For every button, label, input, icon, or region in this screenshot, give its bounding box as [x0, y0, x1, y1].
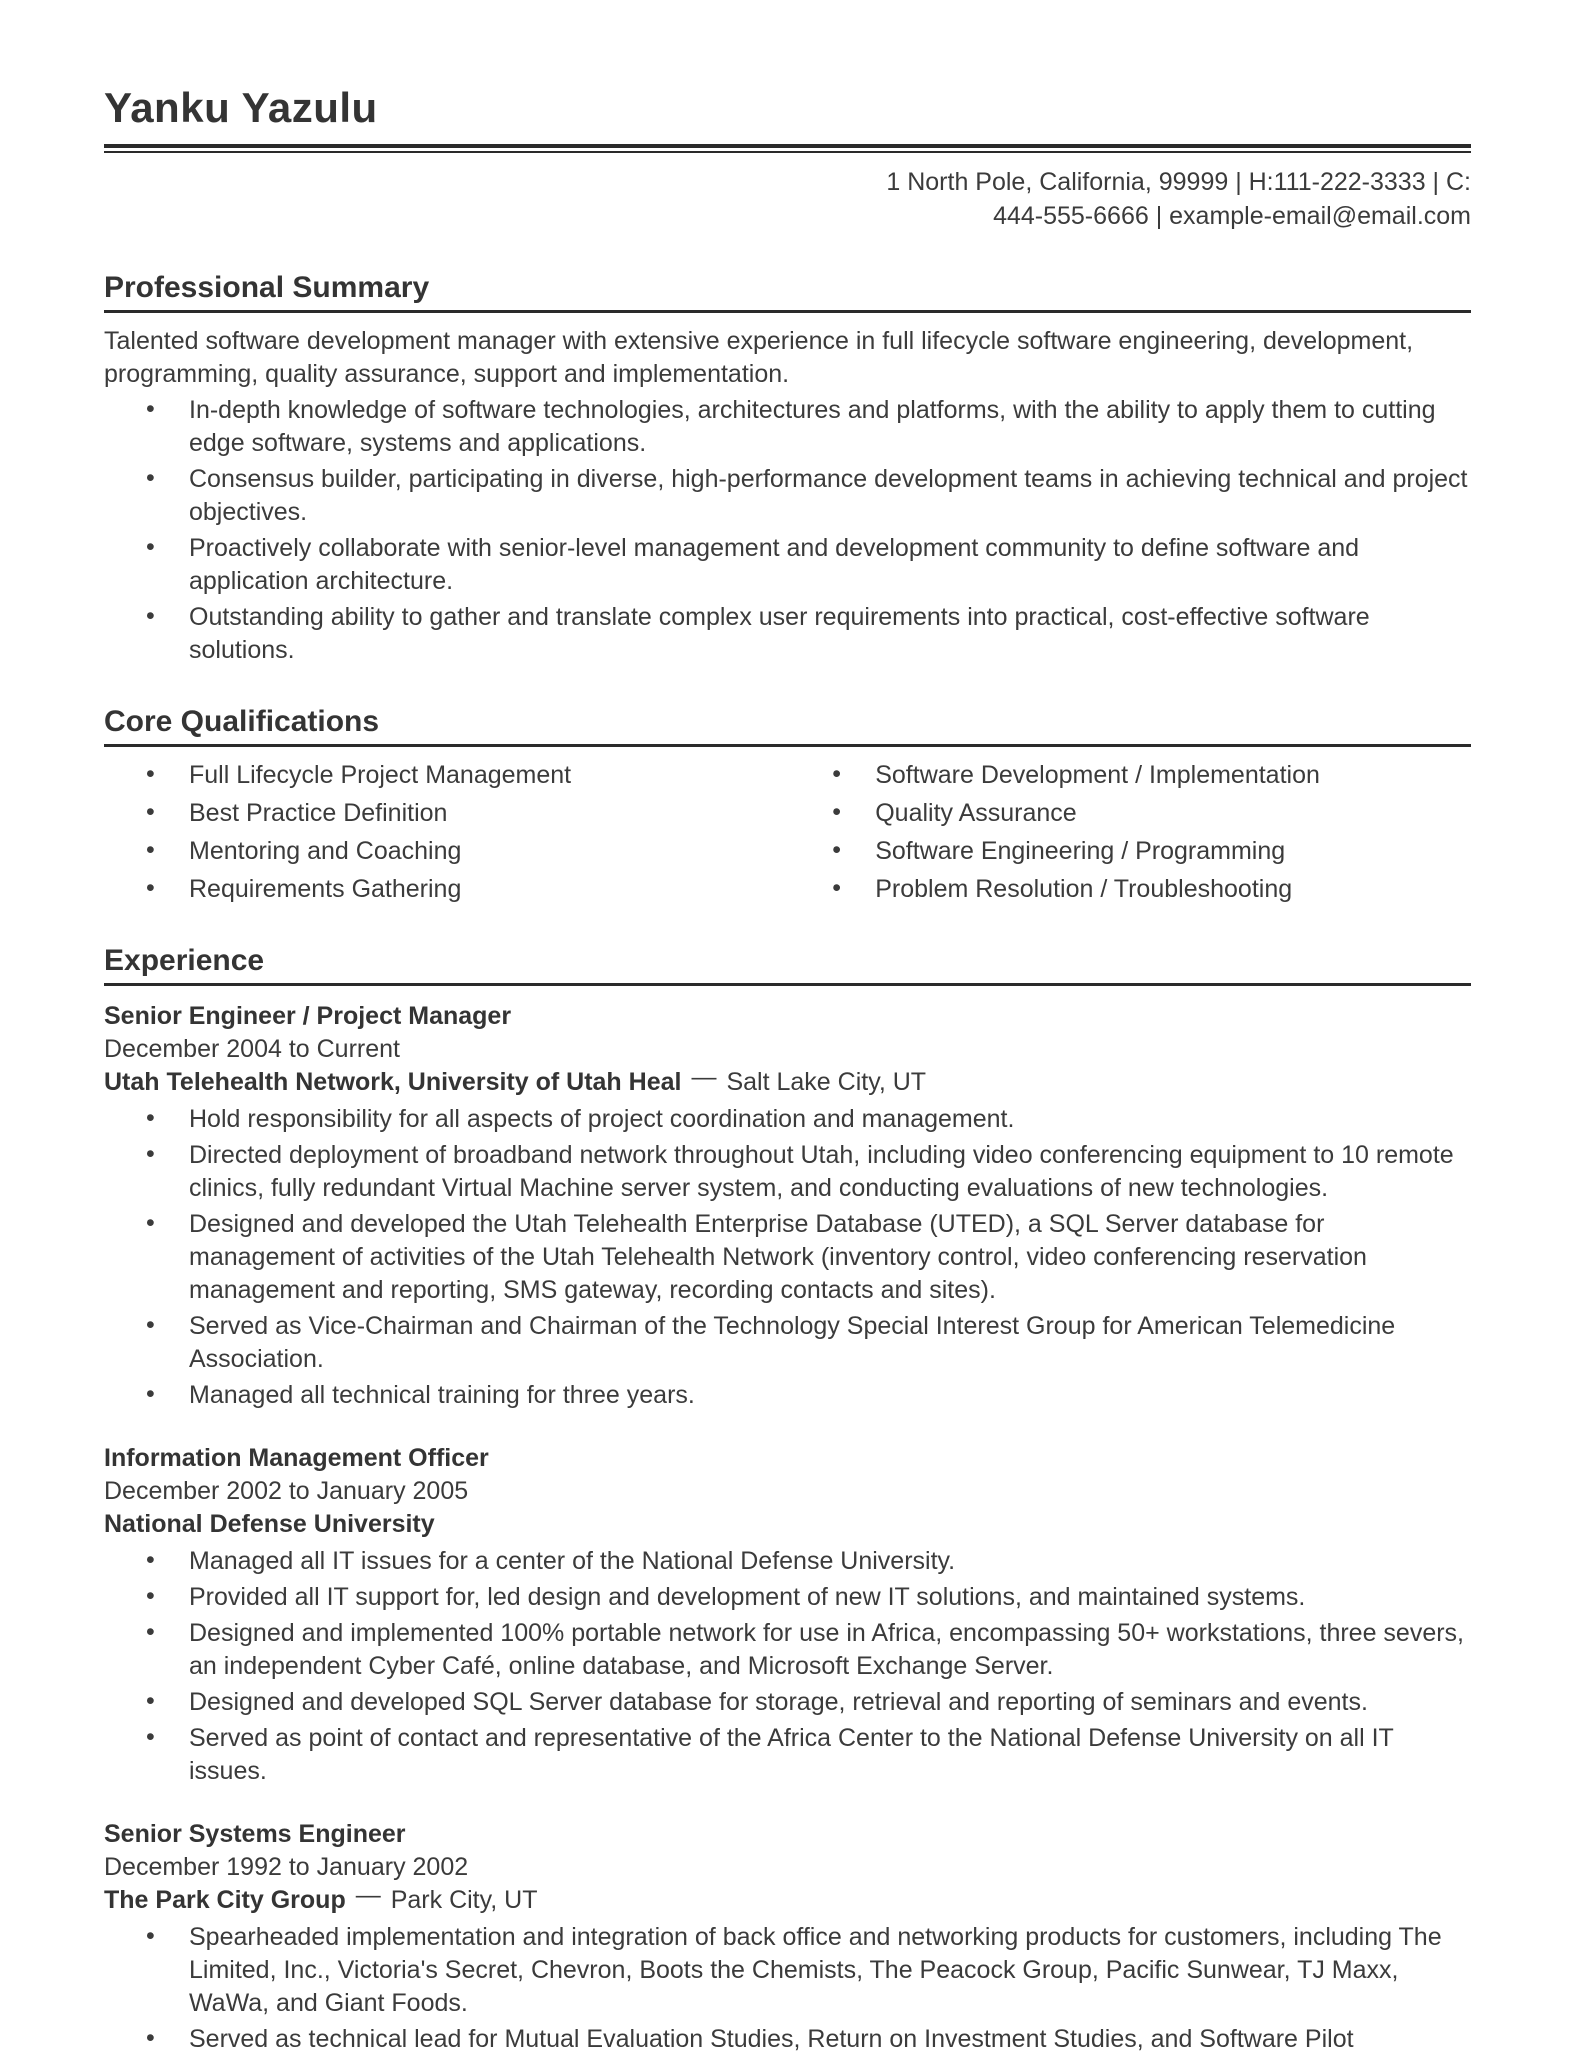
resume-header [104, 84, 1471, 233]
summary-bullet: • Proactively collaborate with senior-level management and development community to define software and application architecture. [104, 532, 1471, 598]
qualification-item: • Mentoring and Coaching [104, 835, 790, 868]
job-bullet-list [104, 1103, 1471, 1412]
job-title: Senior Systems Engineer [104, 1820, 406, 1848]
summary-intro: Talented software development manager with extensive experience in full lifecycle software engineering, development, programming, quality assurance, support and implementation. [104, 327, 1414, 388]
job-title: Senior Engineer / Project Manager [104, 1002, 512, 1030]
job-bullet: • Served as technical lead for Mutual Evaluation Studies, Return on Investment Studies, and Software Pilot [104, 2023, 1471, 2056]
qualification-item: • Best Practice Definition [104, 797, 790, 830]
candidate-name: Yanku Yazulu [104, 84, 378, 131]
qualifications-columns [104, 759, 1471, 906]
job-bullet: • Designed and developed the Utah Telehealth Enterprise Database (UTED), a SQL Server database for management of activities of the Utah Telehealth Network (inventory control, video conferencing reservation management and reporting, SMS gateway, recording contacts and sites). [104, 1208, 1471, 1307]
job-bullet: • Directed deployment of broadband network throughout Utah, including video conferencing equipment to 10 remote clinics, fully redundant Virtual Machine server system, and conducting evaluations of new technologies. [104, 1139, 1471, 1205]
job-bullet: • Hold responsibility for all aspects of project coordination and management. [104, 1103, 1471, 1136]
job-bullet: • Served as Vice-Chairman and Chairman of the Technology Special Interest Group for American Telemedicine Association. [104, 1310, 1471, 1376]
company-location: Salt Lake City, UT [726, 1068, 927, 1096]
contact-line-1: 1 North Pole, California, 99999 | H:111-222-3333 | C: [886, 168, 1471, 196]
job-title: Information Management Officer [104, 1444, 489, 1472]
experience-job [104, 1818, 1471, 2056]
contact-line-2: 444-555-6666 | example-email@email.com [993, 202, 1471, 230]
header-double-rule [104, 144, 1471, 153]
section-core-qualifications [104, 705, 1471, 906]
company-name: Utah Telehealth Network, University of Utah Heal [104, 1068, 682, 1096]
qualifications-column-left [104, 759, 790, 906]
job-company-line [104, 1063, 1471, 1099]
job-dates: December 1992 to January 2002 [104, 1853, 469, 1881]
qualification-item: • Problem Resolution / Troubleshooting [790, 873, 1471, 906]
company-name: National Defense University [104, 1510, 435, 1538]
job-bullet: • Designed and implemented 100% portable network for use in Africa, encompassing 50+ workstations, three severs, an independent Cyber Café, online database, and Microsoft Exchange Server. [104, 1617, 1471, 1683]
experience-jobs [104, 1000, 1471, 2056]
job-bullet-list [104, 1545, 1471, 1788]
qualification-item: • Quality Assurance [790, 797, 1471, 830]
section-professional-summary [104, 271, 1471, 667]
qualification-item: • Full Lifecycle Project Management [104, 759, 790, 792]
section-heading-professional-summary: Professional Summary [104, 271, 1471, 313]
company-location-dash: — [355, 1881, 381, 1909]
section-heading-experience: Experience [104, 944, 1471, 986]
section-heading-core-qualifications: Core Qualifications [104, 705, 1471, 747]
section-experience [104, 944, 1471, 2056]
job-bullet: • Spearheaded implementation and integration of back office and networking products for customers, including The Limited, Inc., Victoria's Secret, Chevron, Boots the Chemists, The Peacock Group, Pacific Sunwear, TJ Maxx, WaWa, and Giant Foods. [104, 1921, 1471, 2020]
qualification-item: • Requirements Gathering [104, 873, 790, 906]
job-bullet: • Managed all IT issues for a center of the National Defense University. [104, 1545, 1471, 1578]
summary-bullet: • Consensus builder, participating in diverse, high-performance development teams in achieving technical and project objectives. [104, 463, 1471, 529]
summary-bullet: • In-depth knowledge of software technologies, architectures and platforms, with the ability to apply them to cutting edge software, systems and applications. [104, 394, 1471, 460]
job-bullet: • Managed all technical training for three years. [104, 1379, 1471, 1412]
qualification-item: • Software Development / Implementation [790, 759, 1471, 792]
job-company-line [104, 1881, 1471, 1917]
job-dates: December 2004 to Current [104, 1035, 400, 1063]
qualifications-list-left [104, 759, 790, 906]
job-company-line [104, 1508, 1471, 1541]
job-bullet: • Provided all IT support for, led design and development of new IT solutions, and maintained systems. [104, 1581, 1471, 1614]
company-location-dash: — [691, 1063, 717, 1091]
company-location: Park City, UT [390, 1886, 538, 1914]
job-bullet: • Designed and developed SQL Server database for storage, retrieval and reporting of seminars and events. [104, 1686, 1471, 1719]
job-dates: December 2002 to January 2005 [104, 1477, 469, 1505]
company-name: The Park City Group [104, 1886, 346, 1914]
qualifications-column-right [790, 759, 1471, 906]
job-bullet-list [104, 1921, 1471, 2056]
summary-bullet: • Outstanding ability to gather and translate complex user requirements into practical, cost-effective software solutions. [104, 601, 1471, 667]
job-bullet: • Served as point of contact and representative of the Africa Center to the National Defense University on all IT issues. [104, 1722, 1471, 1788]
experience-job [104, 1000, 1471, 1412]
qualifications-list-right [790, 759, 1471, 906]
contact-info [104, 165, 1471, 233]
experience-job [104, 1442, 1471, 1788]
qualification-item: • Software Engineering / Programming [790, 835, 1471, 868]
summary-bullet-list [104, 394, 1471, 667]
